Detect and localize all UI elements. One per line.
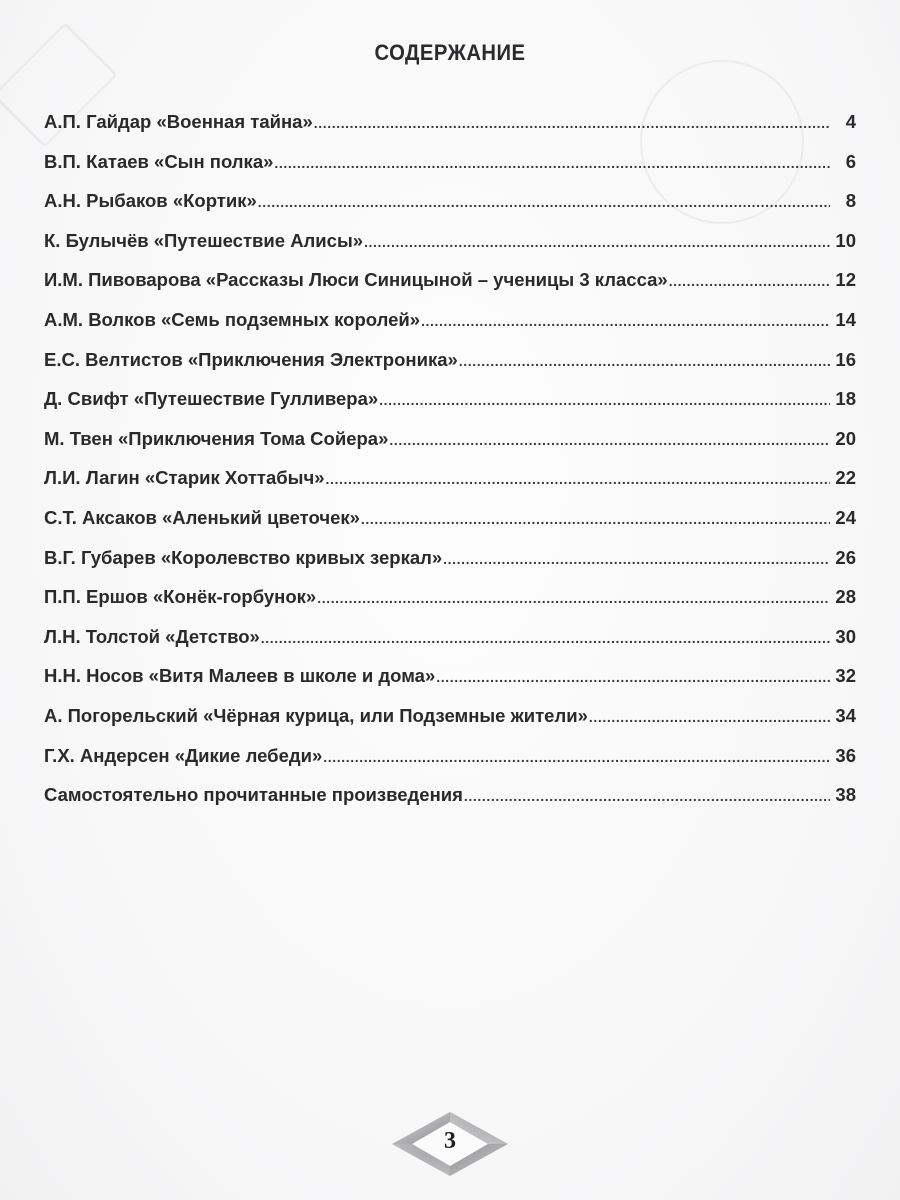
toc-leader-dots (258, 194, 830, 210)
toc-leader-dots (459, 353, 830, 369)
page-number-badge (390, 1108, 510, 1180)
toc-leader-dots (364, 234, 830, 250)
toc-entry[interactable] (44, 309, 856, 349)
toc-entry-page: 10 (835, 229, 856, 251)
toc-entry[interactable] (44, 428, 856, 468)
toc-entry-label: Самостоятельно прочитанные произведения (44, 784, 463, 806)
toc-entry-label: Л.И. Лагин «Старик Хоттабыч» (44, 467, 325, 489)
toc-entry[interactable] (44, 230, 856, 270)
toc-entry-page: 18 (835, 388, 856, 410)
toc-entry-page: 6 (845, 150, 856, 172)
toc-entry-label: А.Н. Рыбаков «Кортик» (44, 190, 257, 212)
page-title: СОДЕРЖАНИЕ (374, 40, 526, 65)
toc-entry[interactable] (44, 784, 856, 824)
toc-leader-dots (669, 273, 830, 289)
toc-leader-dots (274, 155, 830, 171)
toc-entry[interactable] (44, 151, 856, 191)
toc-entry-label: В.Г. Губарев «Королевство кривых зеркал» (44, 546, 443, 568)
toc-leader-dots (443, 551, 830, 567)
table-of-contents (44, 111, 856, 824)
toc-entry-label: К. Булычёв «Путешествие Алисы» (44, 229, 364, 251)
toc-entry[interactable] (44, 111, 856, 151)
toc-entry-label: И.М. Пивоварова «Рассказы Люси Синицыной – ученицы 3 класса» (44, 269, 668, 291)
toc-entry-page: 34 (835, 704, 856, 726)
toc-leader-dots (261, 630, 830, 646)
toc-entry[interactable] (44, 388, 856, 428)
toc-entry-page: 14 (835, 308, 856, 330)
toc-entry[interactable] (44, 507, 856, 547)
toc-entry-page: 22 (835, 467, 856, 489)
toc-entry-label: П.П. Ершов «Конёк-горбунок» (44, 586, 317, 608)
toc-leader-dots (436, 669, 830, 685)
toc-entry-page: 28 (835, 586, 856, 608)
toc-entry[interactable] (44, 586, 856, 626)
toc-entry-label: А. Погорельский «Чёрная курица, или Подземные жители» (44, 704, 588, 726)
toc-leader-dots (326, 471, 831, 487)
toc-entry[interactable] (44, 190, 856, 230)
toc-entry-label: В.П. Катаев «Сын полка» (44, 150, 274, 172)
toc-leader-dots (317, 590, 830, 606)
toc-leader-dots (323, 749, 830, 765)
toc-entry[interactable] (44, 626, 856, 666)
page-number: 3 (444, 1128, 456, 1154)
toc-entry-page: 32 (835, 665, 856, 687)
toc-entry-label: Г.Х. Андерсен «Дикие лебеди» (44, 744, 323, 766)
toc-entry[interactable] (44, 269, 856, 309)
toc-entry[interactable] (44, 665, 856, 705)
toc-entry-page: 12 (835, 269, 856, 291)
toc-entry-page: 36 (835, 744, 856, 766)
toc-entry-page: 4 (845, 111, 856, 132)
toc-leader-dots (589, 709, 830, 725)
toc-entry-page: 26 (835, 546, 856, 568)
toc-entry[interactable] (44, 745, 856, 785)
toc-entry-label: А.М. Волков «Семь подземных королей» (44, 308, 421, 330)
toc-leader-dots (314, 115, 830, 131)
toc-leader-dots (379, 392, 830, 408)
toc-leader-dots (361, 511, 830, 527)
toc-leader-dots (421, 313, 830, 329)
toc-entry-page: 16 (835, 348, 856, 370)
toc-entry-label: Е.С. Велтистов «Приключения Электроника» (44, 348, 458, 370)
toc-entry-page: 20 (835, 427, 856, 449)
toc-entry-page: 30 (835, 625, 856, 647)
toc-entry-label: Н.Н. Носов «Витя Малеев в школе и дома» (44, 665, 436, 687)
toc-entry[interactable] (44, 467, 856, 507)
toc-entry[interactable] (44, 705, 856, 745)
toc-entry-label: С.Т. Аксаков «Аленький цветочек» (44, 506, 360, 528)
toc-entry-label: Д. Свифт «Путешествие Гулливера» (44, 388, 379, 410)
toc-entry-page: 38 (835, 784, 856, 806)
toc-entry[interactable] (44, 547, 856, 587)
toc-entry-page: 8 (845, 190, 856, 212)
toc-entry-page: 24 (835, 506, 856, 528)
toc-entry-label: М. Твен «Приключения Тома Сойера» (44, 427, 389, 449)
toc-leader-dots (464, 788, 830, 804)
toc-entry[interactable] (44, 349, 856, 389)
toc-leader-dots (389, 432, 830, 448)
toc-entry-label: Л.Н. Толстой «Детство» (44, 625, 260, 647)
toc-entry-label: А.П. Гайдар «Военная тайна» (44, 111, 313, 132)
